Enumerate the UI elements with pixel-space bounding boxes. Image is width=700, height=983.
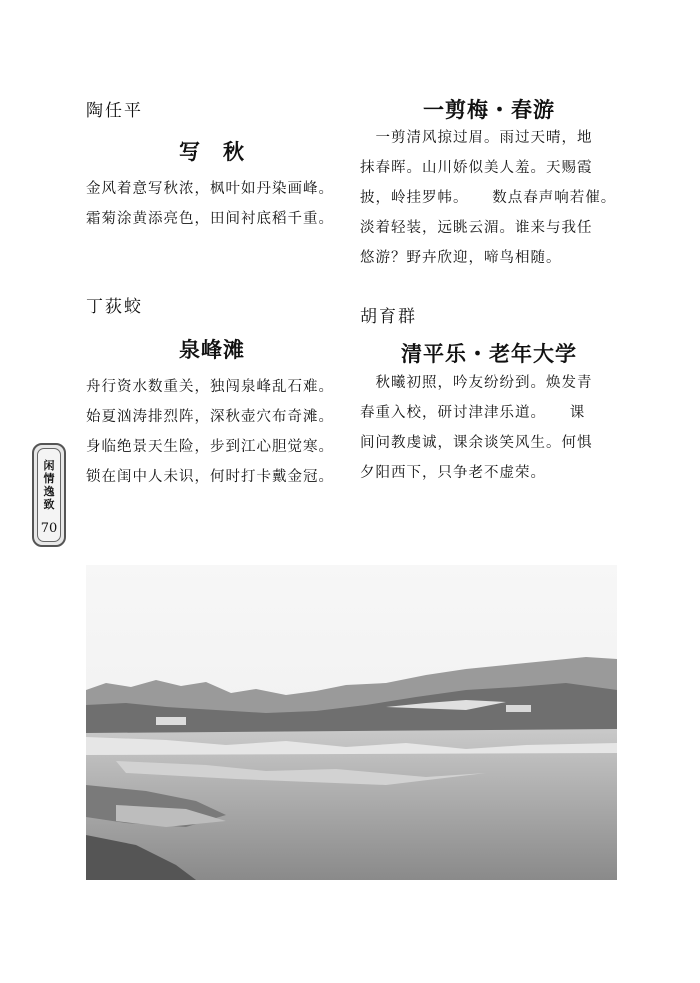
poem-body	[86, 372, 334, 492]
poem-title: 泉峰滩	[179, 337, 245, 362]
poem-line: 悠游？野卉欣迎，啼鸟相随。	[360, 250, 562, 266]
poem-line: 夕阳西下，只争老不虚荣。	[360, 465, 546, 481]
poem-line: 身临绝景天生险，步到江心胆觉寒。	[86, 439, 334, 455]
page-number: 70	[40, 521, 58, 536]
poem-line: 一剪清风掠过眉。雨过天晴，地	[360, 130, 593, 146]
poem-line: 秋曦初照，吟友纷纷到。焕发青	[360, 375, 593, 391]
poem-line: 锁在闺中人未识，何时打卡戴金冠。	[86, 469, 334, 485]
river-landscape-photo	[86, 565, 617, 880]
poem-line: 始夏汹涛排烈阵，深秋壶穴布奇滩。	[86, 409, 334, 425]
poem-title: 一剪梅・春游	[423, 97, 555, 122]
poem-title: 写 秋	[179, 139, 245, 164]
poem-title: 清平乐・老年大学	[401, 341, 577, 366]
poem-line: 披，岭挂罗帏。 数点春声响若催。	[360, 190, 617, 206]
poem-line: 舟行资水数重关，独闯泉峰乱石难。	[86, 379, 334, 395]
section-tab-label	[34, 459, 64, 511]
poem-body	[360, 368, 593, 488]
poem-author: 陶任平	[86, 101, 143, 121]
poem-line: 抹春晖。山川娇似美人羞。天赐霞	[360, 160, 593, 176]
poem-author: 丁荻蛟	[86, 297, 143, 317]
poem-line: 霜菊涂黄添亮色，田间衬底稻千重。	[86, 211, 334, 227]
poem-line: 间问教虔诚，课余谈笑风生。何惧	[360, 435, 593, 451]
poem-line: 金风着意写秋浓，枫叶如丹染画峰。	[86, 181, 334, 197]
poem-line: 淡着轻装，远眺云湄。谁来与我任	[360, 220, 593, 236]
poem-body	[360, 123, 616, 273]
section-tab	[32, 443, 66, 547]
river-landscape-image	[86, 565, 617, 880]
section-tab-label-text: 闲情逸致	[43, 459, 55, 511]
poem-line: 春重入校，研讨津津乐道。 课	[360, 405, 586, 421]
poem-body	[86, 174, 334, 234]
poem-author: 胡育群	[360, 307, 417, 327]
